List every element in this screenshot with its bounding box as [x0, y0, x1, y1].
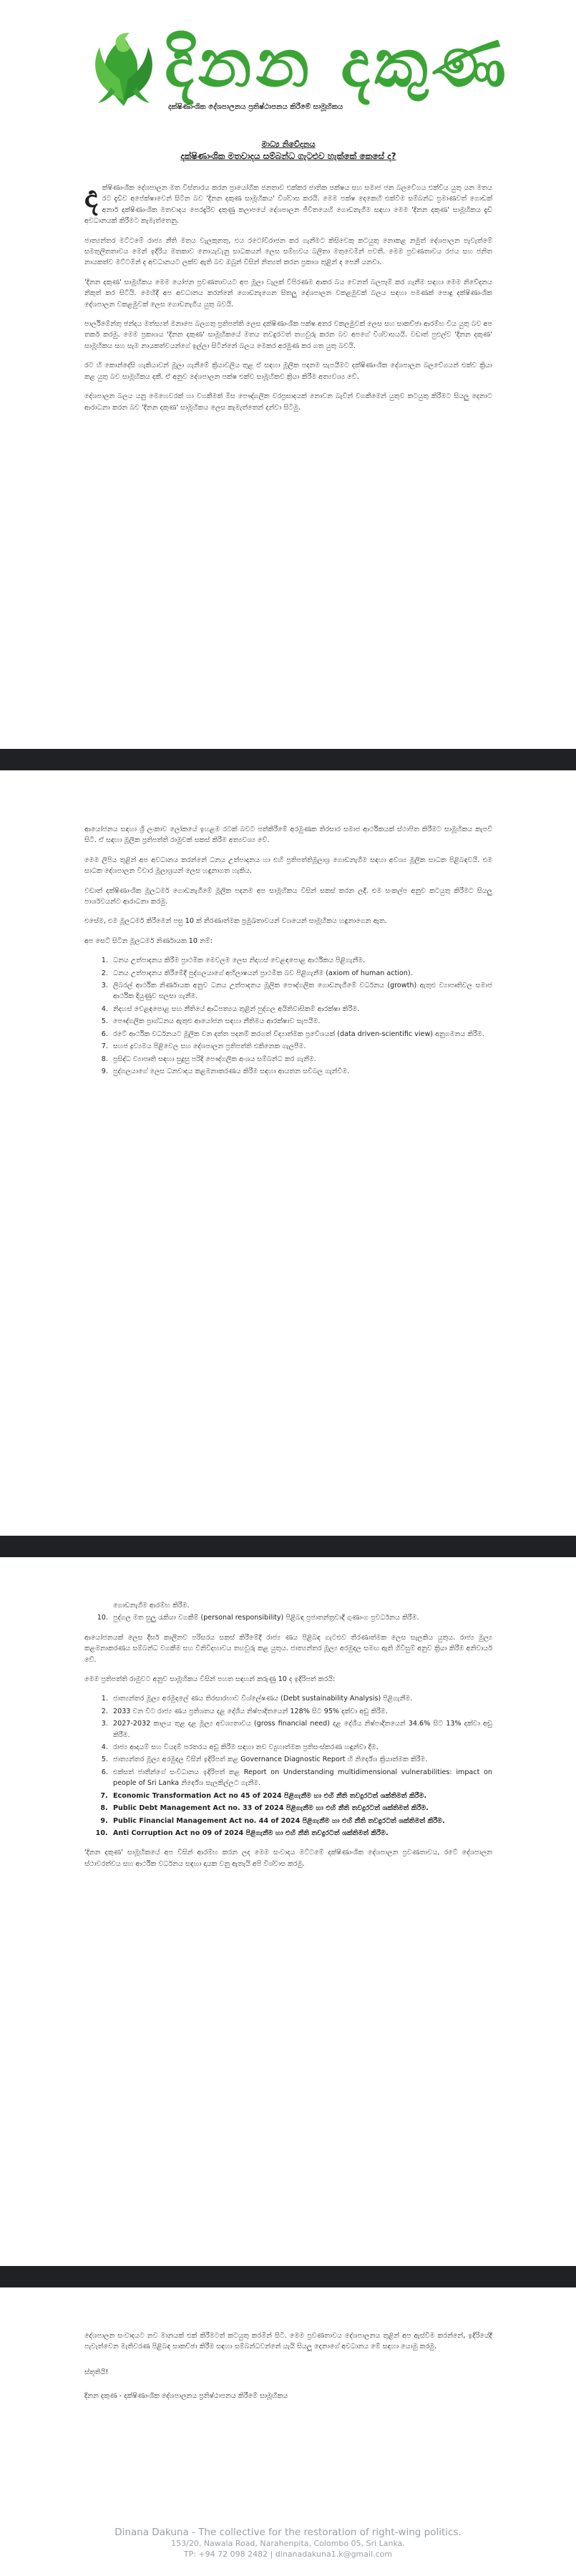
- list-continuation: ගොඩනැගීම ආරම්භ කිරීම.: [113, 1602, 190, 1609]
- page-1: [0, 0, 576, 749]
- release-header: [84, 140, 492, 162]
- logo-subtitle: දක්ෂිණාංශික දේශපාලනය ප්‍රතිෂ්ඨාපනය කිරීමේ සාමූහිකය: [168, 103, 343, 111]
- list-item: 3. 2027-2032 කාලය තුළ දළ මූල්‍ය අවශ්‍යතාවය (gross financial need) දළ දේශීය නිෂ්පාදිතයෙන් 34.6% සිට 13% දක්වා අඩු කිරීම.: [110, 1718, 492, 1740]
- list-item: 1. ධනය උත්පාදනය කිරීම ප්‍රාථමික මෙවලම ලෙස නිදහස් වෙළඳපොළ ආර්ථිකය පිළිගැනීම.: [110, 955, 492, 966]
- list-item: 2. ධනය උත්පාදනය කිරීමේදී පුද්ගලයාගේ අභිලාෂයන් ප්‍රාථමික බව පිළිගැනීම (axiom of human action).: [110, 968, 492, 979]
- paragraph: ජාත්‍යන්තර මට්ටමේ රාජ්‍ය නීති මතය වැලකුනතු, එය රටෝවිරාජන කර ගැනීමට කිසිවෙකු කටයුතු නොකළ නමුත් දේශපාලන පැවැත්මේ සමතුලිතතාවය මෙන් ඉදිරිය මතකාව නොයැවැනු සාධකයන් ලෙස සම්භවය බලිතා මතුවෙමින් පවතී. මෙම ප්‍රවණතාවය රජය සහ ජනිත නායකත්ව මට්ටමින් ද අවධානයට ලක්ව ඇති බව ඔබුන් විසින් නිත්‍යත් කරන ප්‍රකාශ තුළින් ද පෙනී යනවා.: [84, 236, 492, 267]
- page4-body: [84, 2330, 492, 2411]
- list-item: 10. Anti Corruption Act no 09 of 2024 පිළිගැනීම හා එහි නීති තවදුරටත් ශක්තිමත් කිරීම.: [110, 1828, 492, 1839]
- logo-title: දිනන දකුණ: [165, 24, 511, 102]
- list-item: 3. ලිබරල් ආර්ථික නිර්ණායක අනුව ධනය උත්පාදනය මූලික පෞද්ගලික ගොඩනැගීමේ වර්ධනය (growth) ඇතුළු ව්‍යාපෘතිවල සමාජ ආර්ථික දියුණුව සලසා ගැනීම.: [110, 980, 492, 1002]
- paragraph: 'දිනන දකුණ' සාමූහිකය මෙම යෝජන ප්‍රවණතාවයට අප මූලා වැලක් විපිරණම ආකර බය වෙනත් බලපෑම් කර ගැනීම සඳහා මෙම නිවේදනය නිකුත් කර සිටියි. මෙහිදී අප අවධානය කරන්නේ ගොඩනැගෙන සිතලු දේශපාලන වකළමුවක් බලය සඳහා පමණක් පොදු දක්ෂිණාංශික දේශපාලන වකළමුවක් ලෙස ගොඩනැගිය යුතු බවයි.: [84, 278, 492, 309]
- footer: [0, 2527, 576, 2560]
- footer-address: 153/20, Nawala Road, Narahenpita, Colombo 05, Sri Lanka.: [171, 2539, 405, 2548]
- paragraph: එසේම, එම මූලධර්ම කිරීමෙන් පසු 10 ක් තීරණාත්මක ප්‍රමුඛතාවයන් වශයෙන් සාමූහිකය හඳුනාගෙන ඇත.: [84, 917, 387, 926]
- list-item: 4. රාජ්‍ය ආදායම් සහ වියදම් පරතරය අඩු කිරීම සඳහා නව ව්‍යුහාත්මක ප්‍රතිසංස්කරණ හඳුන්වා දීම.: [110, 1742, 492, 1753]
- paragraph: රට හි කොන්දේසි හැකියාවන් මූලා ගැනීමේ ක්‍රියාවලිය තුළ ඒ සඳහා මූලික පදනම සැපයීමට දක්ෂිණාංශික දේශපාලන බලවේගයන් එක්ව ක්‍රියා කළ යුතු බව සාමූහිකය දකී. ඒ අනුව දේශපාලන පක්ෂ එක්ව සාමූහිකව ක්‍රියා කිරීම අත්‍යවශ්‍ය වේ.: [84, 362, 492, 381]
- page-3: [0, 1557, 576, 2266]
- list-item: 6. රටේ ආර්ථික වර්ධනයට මූලික වන දත්ත පදනම් කරගත් විද්‍යාත්මක ප්‍රවේශයක් (data driven-scientific view) අනුගමනය කිරීම.: [110, 1029, 492, 1040]
- page2-body: [84, 824, 492, 1085]
- paragraph: දේශපාලන බලය යනු මෙහෙවරක් හා වගකීමක් මිස පෞද්ගලික වරප්‍රසාදයක් නොවන බැවින් වගකීමෙන් යුතුව කටයුතු කිරීමට සියලු දෙනාට ආරාධනා කරන බව 'දිනන දකුණ' සාමූහිකය ලෙස කැමැත්තෙන් දන්වා සිටිමු.: [84, 392, 492, 412]
- list-item: 4. නිදහස් වෙළඳපොළ සහ නීතියේ ආධිපත්‍යය තුළින් පුද්ගල අයිතිවාසිකම් ආරක්ෂා කිරීම.: [110, 1004, 492, 1015]
- thanks-line: ස්තූතියි!: [84, 2368, 109, 2376]
- principles-list: [84, 955, 492, 1077]
- paragraph: මෙම ලිපිය තුළින් අප අවධානය කරන්නේ ධනය උත්පාදනය හා එහි ප්‍රතිපත්තිමූලාශ්‍ර ගොඩනැගීම සඳහා අවශ්‍ය මූලික සාධක පිළිබඳවයි. එම සාධක දේශපාලන විචාර මූලාශ්‍රයන් ලෙස හඳුනාගත හැකිය.: [84, 856, 492, 876]
- page3-body: [84, 1600, 492, 1878]
- footer-contact: TP: +94 72 098 2482 | dinanadakuna1.k@gmail.com: [183, 2550, 393, 2559]
- paragraph: ආයෝජනය සඳහා ශ්‍රී ලංකාව ලෝකයේ ඉහළම රටක් බවට පත්කිරීමේ අරමුණක තිරසාර සමාජ ආර්ථිකයක් ස්ථාපිත කිරීමට සාමූහිකය කැපවී සිටී. ඒ සඳහා මූලික ප්‍රතිපත්ති රාමුවක් සකස් කිරීම අත්‍යවශ්‍ය වේ.: [84, 825, 492, 845]
- phoenix-logo-icon: [89, 29, 158, 109]
- paragraph: අප සෙට් සිටින මූලධර්ම නිර්ණායක 10 නම්:: [84, 936, 213, 945]
- policy-list: [84, 1693, 492, 1839]
- page-separator: [0, 1536, 576, 1557]
- list-item: 7. Economic Transformation Act no 45 of 2024 පිළිගැනීම හා එහි නීති තවදුරටත් ශක්තිමත් කිරීම.: [110, 1791, 492, 1801]
- paragraph: [84, 179, 492, 227]
- page-2: [0, 770, 576, 1536]
- footer-title: Dinana Dakuna - The collective for the restoration of right-wing politics.: [114, 2527, 462, 2538]
- page-4: [0, 2287, 576, 2576]
- signature: දිනන දකුණ - දක්ෂිණාංශික දේශපාලනය ප්‍රතිෂ්ඨාපනය කිරීමේ සාමූහිකය: [84, 2392, 288, 2401]
- paragraph: දේශපාලන සංවාදයට නව මානයක් එක් කිරීමටත් කටයුතු කරමින් සිටී. මෙම ප්‍රවණතාවය දේශපාලනය තුළින් අප ඇස්වීම කරන්නේ, ඉදිරියේදී පැවැත්වෙන මැතිවරණ පිළිබඳ සාකච්ඡා කිරීම සඳහා සම්බන්ධවන්නේ යැයි සියලු දෙනාගේ අවධානය මේ සඳහා යොමු කරමු.: [84, 2332, 492, 2351]
- paragraph: වඩාත් දක්ෂිණාංශික මූලධර්ම ගොඩනැගීමේ මූලික පදනම අප සාමූහිකය විසින් සකස් කරන ලදී. එම සංකල්ප අනුව කටයුතු කිරීමට සියලු පාර්ශවයන්ට ආරාධනා කරමු.: [84, 886, 492, 906]
- principles-list-continued: [84, 1612, 492, 1623]
- logo: [89, 24, 511, 115]
- list-item: 9. Public Financial Management Act no. 44 of 2024 පිළිගැනීම හා එහි නීති තවදුරටත් ශක්තිමත් කිරීම.: [110, 1816, 492, 1826]
- list-item: 5. ජාත්‍යන්තර මූල්‍ය අරමුදල විසින් ඉදිරිපත් කළ Governance Diagnostic Report හි නිර්දේශ ක්‍රියාත්මක කිරීම.: [110, 1754, 492, 1765]
- list-item: 5. පෞද්ගලික ප්‍රාග්ධනය ඇතුළු ආයෝජන සඳහා නීතිමය ආරක්ෂාව සැපයීම.: [110, 1016, 492, 1027]
- page-separator: [0, 749, 576, 770]
- paragraph: මෙම ප්‍රතිපත්ති රාමුවට අනුව සාමූහිකය විසින් පහත සඳහන් කරුණු 10 ද ඉදිරිපත් කරයි:: [84, 1675, 336, 1684]
- headline: දක්ෂිණාංශික මතවාදය සම්බන්ධ ගැටළුව හැක්කේ කෙසේ ද?: [180, 151, 396, 161]
- media-release-label: මාධ්‍ය නිවේදනය: [261, 140, 316, 149]
- paragraph: 'දිනන දකුණ' සාමූහිකයේ අප විසින් ආරම්භ කරන ලද මෙම සංවාදය මට්ටමේ දක්ෂිණාංශික දේශපාලන ප්‍රවණතාවය, රටේ දේශපාලන ස්ථාවරත්වය සහ ආර්ථික වර්ධනය සඳහා දායක වනු ඇතැයි අපි විශ්වාස කරමු.: [84, 1849, 492, 1868]
- list-item: 1. ජාත්‍යන්තර මූල්‍ය අරමුදලේ ණය තිරසාරභාව විශ්ලේෂණය (Debt sustainability Analysis) පිළිගැනීම.: [110, 1693, 492, 1704]
- page-separator: [0, 2266, 576, 2287]
- paragraph: ආයෝජනයක් ලෙස දීර්ඝ කාලීනව පරිසරය සකස් කිරීමේදී රාජ්‍ය ණය පිළිබඳ ගැටළුව තීරණාත්මක ලෙස සැලකිය යුතුය. රාජ්‍ය මුල්‍ය කළමනාකරණය සම්බන්ධ වගකීම සහ විනිවිදභාවය තහවුරු කළ යුතුය. ජාත්‍යන්තර මූල්‍ය අරමුදල සමඟ ඇති ගිවිසුම් අනුව ක්‍රියා කිරීම අනිවාර්ය වේ.: [84, 1633, 492, 1664]
- paragraph-text: ක්ෂිණාංශික දේශපාලන මත විස්තාරය කරන ප්‍රායෝගික ජනතාව එක්කර ජාතික පක්ෂය සහ සමාජ ජන බලවේගය එක්විය යුතු යන මතය රට දැඩිව අපේක්ෂාවෙන් සිටින බව 'දිනන දකුණ සාමූහිකය' විශ්වාස කරයි. මෙම පක්ෂ දෙකෙහි එක්වීම සම්බන්ධ ප්‍රමාණවත් ගොඩක් අනාර් දක්ෂිණාංශික මතවාදය පෙරදැරිව දකුණු කලාපයේ දේශපාලන ජීවිතයෙහි ගොඩනැගීම සඳහා මෙම 'දිනන දකුණ' සාමූහිකය දැඩි අවධානයක් කිරීමට කැමැත්තෙනු.: [84, 184, 492, 226]
- list-item: 6. එක්සත් ජාතීන්ගේ සංවිධානය ඉදිරිපත් කළ Report on Understanding multidimensional vulnerabilities: impact on people of Sri Lanka නිර්දේශ සැලකිල්ලට ගැනීම.: [110, 1767, 492, 1789]
- dropcap: ද: [84, 179, 98, 214]
- list-item: 8. ප්‍රසිද්ධ ව්‍යාපෘති සඳහා සුදුසු පරිදි පෞද්ගලික අංශය සම්බන්ධ කර ගැනීම.: [110, 1054, 492, 1065]
- list-item: 10. පුද්ගල මත සුලු රැකියා වගකීම් (personal responsibility) පිළිබඳ ප්‍රජාතන්ත්‍රවාදී ගුණාංග ප්‍රවර්ධනය කිරීම.: [110, 1612, 492, 1623]
- list-item: 7. සහජ ද්‍රව්‍යමය පිළිවෙල සහ දේශපාලන ප්‍රතිපත්ති එකිනෙක ගැලපීම.: [110, 1041, 492, 1052]
- list-item: 8. Public Debt Management Act no. 33 of 2024 පිළිගැනීම හා එහි නීති තවදුරටත් ශක්තිමත් කිරීම.: [110, 1803, 492, 1814]
- paragraph: පාර්ලිමේන්තු ඡන්දය මත්ස්‍යත් මනාපෙ බලගතු ප්‍රතිපත්ති ලෙස දක්ෂිණාංශික පක්ෂ අතර වකලමුවක් ලෙස සහ සාකච්ඡා ආරම්භ විය යුතු බව අප තර්ක කරමු. මෙම ප්‍රකාශය 'දිනන දකුණ' සාමූහිකයේ මතය තවදුරටත් තහවුරු කරන බව අපගේ විශ්වාසයයි. වඩාත් පුළුල්ව 'දිනන දකුණ' සාමූහිකය සහ සැම නායකත්වයන්ගේ ඉල්ලා සිටින්නේ බලය මෙකර අරමුණ කර ගත යුතු බවයි.: [84, 320, 492, 350]
- page1-body: [84, 179, 492, 422]
- list-item: 9. පුද්ගලයාගේ ලෙස ධනවාදය කළමනාකරණය කිරීම සඳහා ආයතන සවිබල ගැන්වීම.: [110, 1066, 492, 1077]
- list-item: 2. 2033 වන විට රාජ්‍ය ණය ප්‍රතිශතය දළ දේශීය නිෂ්පාදිතයෙන් 128% සිට 95% දක්වා අඩු කිරීම.: [110, 1706, 492, 1717]
